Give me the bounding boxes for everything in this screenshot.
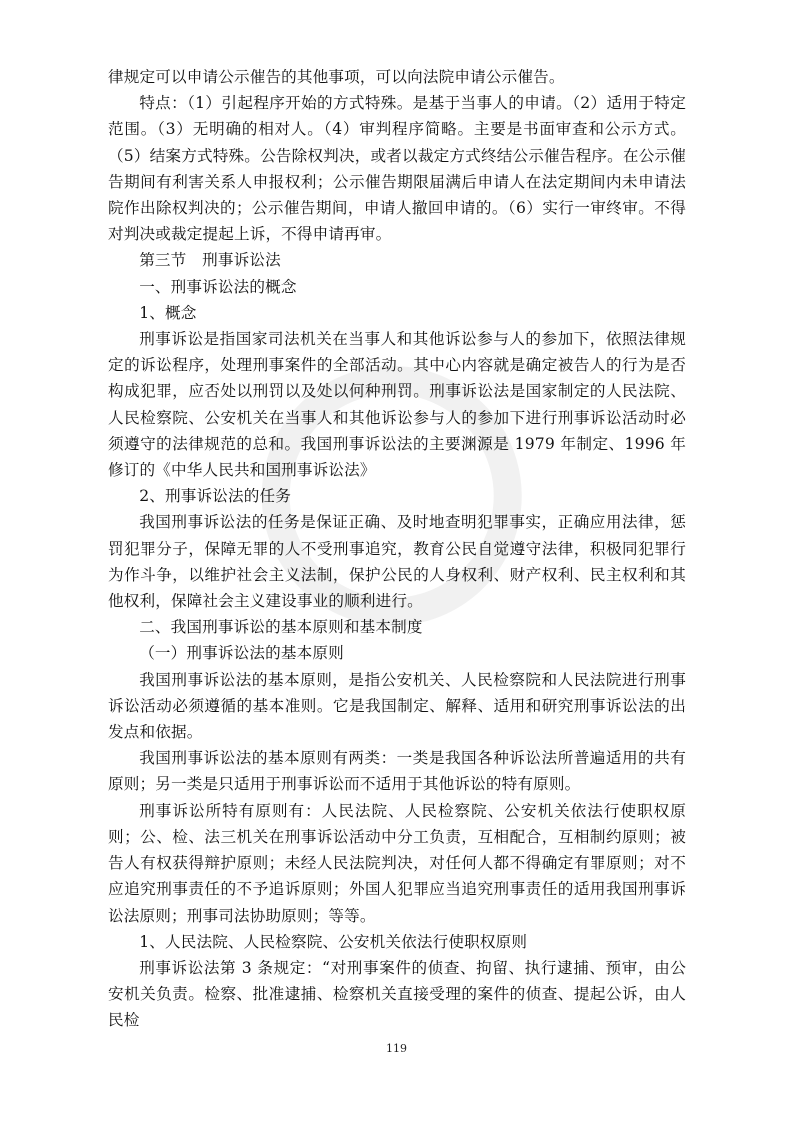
paragraph-continuation: 律规定可以申请公示催告的其他事项，可以向法院申请公示催告。 [108,68,565,86]
paragraph-tasks: 我国刑事诉讼法的任务是保证正确、及时地查明犯罪事实，正确应用法律，惩罚犯罪分子，保障无罪的人不受刑事追究，教育公民自觉遵守法律，积极同犯罪行为作斗争，以维护社会主义法制，保护公民的人身权利、财产权利、民主权利和其他权利，保障社会主义建设事业的顺利进行。 [108,513,686,611]
item-heading-first-principle: 1、人民法院、人民检察院、公安机关依法行使职权原则 [139,932,528,951]
item-heading-concept: 1、概念 [139,303,197,322]
paragraph-definition: 刑事诉讼是指国家司法机关在当事人和其他诉讼参与人的参加下，依照法律规定的诉讼程序，处理刑事案件的全部活动。其中心内容就是确定被告人的行为是否构成犯罪，应否处以刑罚以及处以何种刑罚。刑事诉讼法是国家制定的人民法院、人民检察院、公安机关在当事人和其他诉讼参与人的参加下进行刑事诉讼活动时必须遵守的法律规范的总和。我国刑事诉讼法的主要渊源是 1979 年制定、1996 年修订的《中华人民共和国刑事诉讼法》 [108,330,686,480]
subsection-heading-concept: 一、刑事诉讼法的概念 [139,277,297,296]
section-heading: 第三节 刑事诉讼法 [139,251,281,270]
item-heading-basic-principles: （一）刑事诉讼法的基本原则 [139,644,344,663]
paragraph-features: 特点：（1）引起程序开始的方式特殊。是基于当事人的申请。（2）适用于特定范围。（3）无明确的相对人。（4）审判程序简略。主要是书面审查和公示方式。（5）结案方式特殊。公告除权判决，或者以裁定方式终结公示催告程序。在公示催告期间有利害关系人申报权利；公示催告期限届满后申请人在法定期间内未申请法院作出除权判决的；公示催告期间，申请人撤回申请的。（6）实行一审终审。不得对判决或裁定提起上诉，不得申请再审。 [108,94,686,244]
body-text [108,64,686,1034]
paragraph-article-3: 刑事诉讼法第 3 条规定：“对刑事案件的侦查、拘留、执行逮捕、预审，由公安机关负责。检察、批准逮捕、检察机关直接受理的案件的侦查、提起公诉，由人民检 [108,958,686,1030]
page-number: 119 [386,1042,407,1055]
paragraph-special-principles: 刑事诉讼所特有原则有：人民法院、人民检察院、公安机关依法行使职权原则；公、检、法三机关在刑事诉讼活动中分工负责，互相配合，互相制约原则；被告人有权获得辩护原则；未经人民法院判决，对任何人都不得确定有罪原则；对不应追究刑事责任的不予追诉原则；外国人犯罪应当追究刑事责任的适用我国刑事诉讼法原则；刑事司法协助原则；等等。 [108,801,686,925]
subsection-heading-principles: 二、我国刑事诉讼的基本原则和基本制度 [139,618,423,637]
item-heading-tasks: 2、刑事诉讼法的任务 [139,487,291,506]
paragraph-principles-types: 我国刑事诉讼法的基本原则有两类：一类是我国各种诉讼法所普遍适用的共有原则；另一类是只适用于刑事诉讼而不适用于其他诉讼的特有原则。 [108,749,686,794]
paragraph-principles-definition: 我国刑事诉讼法的基本原则，是指公安机关、人民检察院和人民法院进行刑事诉讼活动必须遵循的基本准则。它是我国制定、解释、适用和研究刑事诉讼法的出发点和依据。 [108,670,686,742]
